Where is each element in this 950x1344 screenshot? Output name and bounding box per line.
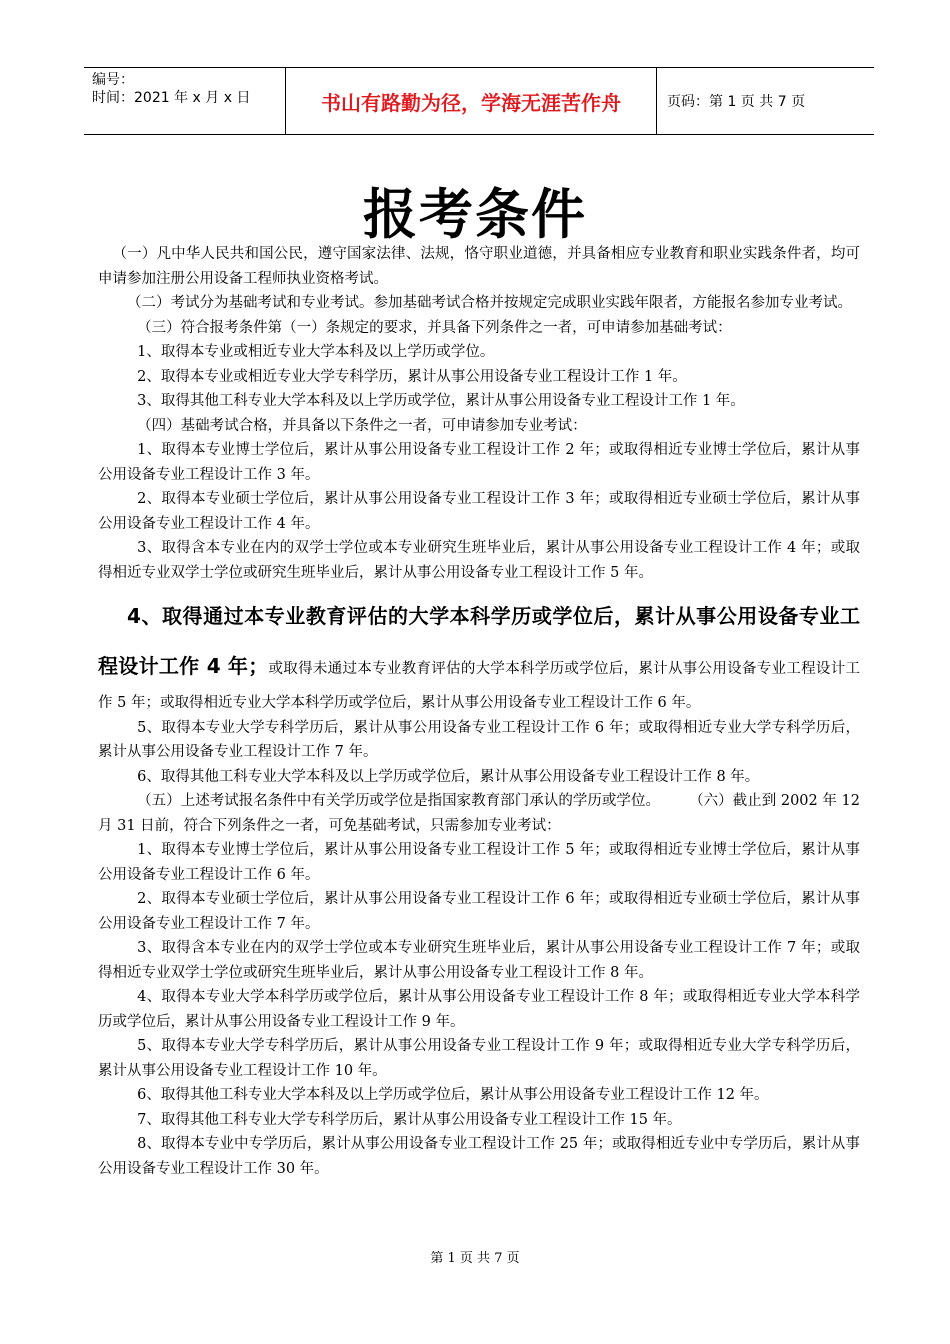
paragraph: 4、取得本专业大学本科学历或学位后，累计从事公用设备专业工程设计工作 8 年；或取得相近专业大学本科学历或学位后，累计从事公用设备专业工程设计工作 9 年。 <box>98 989 860 1030</box>
paragraph: 5、取得本专业大学专科学历后，累计从事公用设备专业工程设计工作 6 年；或取得相近专业大学专科学历后，累计从事公用设备专业工程设计工作 7 年。 <box>98 719 860 760</box>
paragraph: 2、取得本专业硕士学位后，累计从事公用设备专业工程设计工作 3 年；或取得相近专业硕士学位后，累计从事公用设备专业工程设计工作 4 年。 <box>98 491 860 532</box>
paragraph: 3、取得含本专业在内的双学士学位或本专业研究生班毕业后，累计从事公用设备专业工程设计工作 7 年；或取得相近专业双学士学位或研究生班毕业后，累计从事公用设备专业工程设计工作 8 年。 <box>98 940 860 981</box>
header-page-label: 页码：第 1 页 共 7 页 <box>667 94 806 110</box>
paragraph: 7、取得其他工科专业大学专科学历后，累计从事公用设备专业工程设计工作 15 年。 <box>137 1111 682 1128</box>
paragraph: 8、取得本专业中专学历后，累计从事公用设备专业工程设计工作 25 年；或取得相近专业中专学历后，累计从事公用设备专业工程设计工作 30 年。 <box>98 1136 860 1177</box>
page-title: 报考条件 <box>363 183 587 246</box>
paragraph: 5、取得本专业大学专科学历后，累计从事公用设备专业工程设计工作 9 年；或取得相近专业大学专科学历后，累计从事公用设备专业工程设计工作 10 年。 <box>98 1038 860 1079</box>
paragraph-emphasis <box>98 591 860 716</box>
paragraph: 1、取得本专业博士学位后，累计从事公用设备专业工程设计工作 2 年；或取得相近专业博士学位后，累计从事公用设备专业工程设计工作 3 年。 <box>98 442 860 483</box>
header-motto: 书山有路勤为径，学海无涯苦作舟 <box>286 68 657 134</box>
paragraph: 3、取得含本专业在内的双学士学位或本专业研究生班毕业后，累计从事公用设备专业工程设计工作 4 年；或取得相近专业双学士学位或研究生班毕业后，累计从事公用设备专业工程设计工作 5 年。 <box>98 540 860 581</box>
document-number-label: 编号： <box>92 72 134 88</box>
paragraph-continuation: 或取得未通过本专业教育评估的大学本科学历或学位后，累计从事公用设备专业工程设计工作 5 年；或取得相近专业大学本科学历或学位后，累计从事公用设备专业工程设计工作 6 年。 <box>98 661 860 711</box>
paragraph: 3、取得其他工科专业大学本科及以上学历或学位，累计从事公用设备专业工程设计工作 1 年。 <box>137 393 745 409</box>
paragraph: （三）符合报考条件第（一）条规定的要求，并具备下列条件之一者，可申请参加基础考试： <box>137 319 732 336</box>
paragraph: （五）上述考试报名条件中有关学历或学位是指国家教育部门承认的学历或学位。 （六）截止到 2002 年 12 月 31 日前，符合下列条件之一者，可免基础考试，只需参加专业考试： <box>98 793 860 834</box>
paragraph: 6、取得其他工科专业大学本科及以上学历或学位后，累计从事公用设备专业工程设计工作 12 年。 <box>137 1087 769 1103</box>
document-body <box>98 242 860 1181</box>
emphasized-text: 4、取得通过本专业教育评估的大学本科学历或学位后，累计从事公用设备专业工程设计工作 4 年； <box>98 604 860 678</box>
paragraph: 1、取得本专业或相近专业大学本科及以上学历或学位。 <box>137 344 495 360</box>
header-meta <box>84 68 286 134</box>
paragraph: （一）凡中华人民共和国公民，遵守国家法律、法规，恪守职业道德，并具备相应专业教育和职业实践条件者，均可申请参加注册公用设备工程师执业资格考试。 <box>98 246 860 287</box>
paragraph: 1、取得本专业博士学位后，累计从事公用设备专业工程设计工作 5 年；或取得相近专业博士学位后，累计从事公用设备专业工程设计工作 6 年。 <box>98 842 860 883</box>
document-header <box>84 67 874 135</box>
paragraph: 2、取得本专业或相近专业大学专科学历，累计从事公用设备专业工程设计工作 1 年。 <box>137 368 687 385</box>
paragraph: 2、取得本专业硕士学位后，累计从事公用设备专业工程设计工作 6 年；或取得相近专业硕士学位后，累计从事公用设备专业工程设计工作 7 年。 <box>98 891 860 932</box>
page-footer: 第 1 页 共 7 页 <box>430 1251 520 1266</box>
paragraph: 6、取得其他工科专业大学本科及以上学历或学位后，累计从事公用设备专业工程设计工作 8 年。 <box>137 768 760 785</box>
paragraph: （四）基础考试合格，并具备以下条件之一者，可申请参加专业考试： <box>137 417 587 434</box>
paragraph: （二）考试分为基础考试和专业考试。参加基础考试合格并按规定完成职业实践年限者，方能报名参加专业考试。 <box>127 295 852 311</box>
document-time-label: 时间：2021 年 x 月 x 日 <box>92 90 251 106</box>
